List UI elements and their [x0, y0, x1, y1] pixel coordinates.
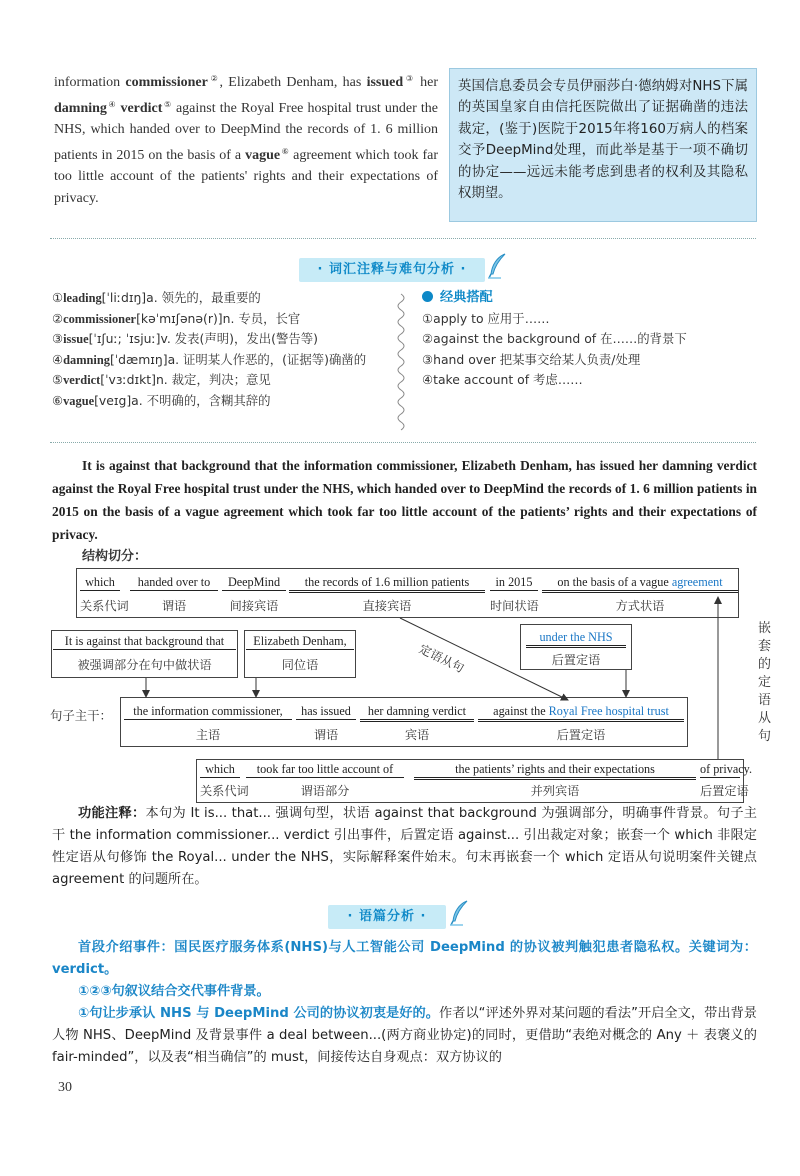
role-label: 后置定语 — [556, 728, 606, 742]
lead-text: against the Royal Free hospital trust under the NHS, which handed over to DeepMind the records of 1. 6 million patients in 2015 on the basis of a — [54, 100, 439, 163]
role-label: 直接宾语 — [362, 599, 412, 613]
vertical-label-nested: 嵌套的定语从句 — [758, 621, 772, 744]
function-notes — [52, 803, 757, 891]
vocab-item: ⑤verdict[ˈvɜːdɪkt]n. 裁定，判决；意见 — [52, 372, 271, 388]
notes-text: 本句为 It is... that... 强调句型，状语 against that background 为强调部分，明确事件背景。句子主干 the information commissioner... verdict 引出事件，后置定语 against... 引出裁定对象；嵌套一个 which 非限定性定语从句修饰 the Royal... under the NHS，实际解释案件始末。句末再嵌套一个 which 定语从句说明案件关键点 agreement 的问题所在。 — [52, 806, 757, 887]
collocation-title: 经典搭配 — [422, 288, 752, 309]
vocab-word: verdict — [120, 100, 163, 116]
analysis-detail: ①句让步承认 NHS 与 DeepMind 公司的协议初衷是好的。作者以“评述外界对某问题的看法”开启全文，带出背景人物 NHS、DeepMind 及背景事件 a deal between...(两方商业协定)的同时，更借助“表绝对概念的 Any ＋ 表褒义的 fair-minded”，以及表“相当确信”的 must，间接传达自身观点：双方协议的 — [52, 1006, 757, 1065]
role-label: 主语 — [195, 728, 221, 742]
footnote-mark: ③ — [404, 74, 415, 83]
seg-against: against the Royal Free hospital trust — [478, 704, 684, 722]
role-label: 同位语 — [281, 658, 319, 672]
role-label: 谓语 — [313, 728, 339, 742]
role-label: 后置定语 — [551, 653, 601, 667]
vocab-item: ①leading[ˈliːdɪŋ]a. 领先的，最重要的 — [52, 290, 261, 305]
analysis-point: ①②③句叙议结合交代事件背景。 — [78, 984, 270, 999]
main-clause-label: 句子主干： — [50, 708, 112, 723]
role-label: 关系代词 — [200, 784, 249, 798]
seg-took: took far too little account of — [246, 762, 404, 778]
lead-text: information — [54, 75, 126, 90]
seg-records: the records of 1.6 million patients — [289, 575, 485, 593]
translation-box: 英国信息委员会专员伊丽莎白·德纳姆对NHS下属的英国皇家自由信托医院做出了证据确凿的违法裁定，(鉴于)医院于2015年将160万病人的档案交予DeepMind处理，而此举是基于一项不确切的协定——远远未能考虑到患者的权利及其隐私权期望。 — [449, 68, 757, 222]
vocab-word: commissioner — [125, 75, 208, 90]
analysis-summary: 首段介绍事件：国民医疗服务体系(NHS)与人工智能公司 DeepMind 的协议被判触犯患者隐私权。关键词为：verdict。 — [52, 940, 757, 977]
role-label: 被强调部分在句中做状语 — [77, 658, 212, 672]
seg-subject: the information commissioner, — [124, 704, 292, 720]
seg-basis: on the basis of a vague agreement — [542, 575, 738, 593]
role-label: 时间状语 — [490, 599, 539, 613]
role-label: 关系代词 — [80, 599, 129, 613]
arrow-label-attributive: 定语从句 — [416, 641, 467, 676]
footnote-mark: ⑤ — [163, 99, 172, 109]
seg-it-is: It is against that background that — [53, 634, 236, 650]
seg-under-nhs: under the NHS — [526, 630, 626, 648]
footnote-mark: ⑥ — [281, 146, 290, 156]
vocab-item: ③issue[ˈɪʃuː; ˈɪsjuː]v. 发表(声明)，发出(警告等) — [52, 331, 319, 347]
vocab-word: issued — [366, 75, 404, 90]
lead-text: , Elizabeth Denham, has — [219, 75, 367, 90]
role-label: 方式状语 — [615, 599, 665, 613]
role-label: 谓语 — [161, 599, 187, 613]
structure-label: 结构切分： — [82, 549, 148, 564]
seg-elizabeth: Elizabeth Denham, — [246, 634, 354, 650]
seg-deepmind: DeepMind — [222, 575, 286, 591]
footnote-mark: ② — [208, 74, 220, 83]
role-label: 宾语 — [404, 728, 430, 742]
vocab-banner: · 词汇注释与难句分析 · — [299, 258, 485, 282]
quill-pen-icon — [449, 900, 469, 926]
seg-handed-over: handed over to — [130, 575, 218, 591]
footnote-mark: ④ — [107, 99, 117, 109]
analysis-banner: · 语篇分析 · — [328, 905, 446, 929]
seg-in-2015: in 2015 — [490, 575, 538, 591]
seg-privacy: of privacy. — [700, 762, 752, 776]
role-label: 后置定语 — [700, 784, 749, 798]
vocab-word: vague — [245, 147, 281, 163]
seg-which-2: which — [200, 762, 240, 778]
seg-object: her damning verdict — [360, 704, 474, 722]
role-label: 间接宾语 — [229, 599, 279, 613]
lead-text: her — [414, 75, 439, 90]
seg-predicate: has issued — [296, 704, 356, 720]
notes-label: 功能注释： — [78, 806, 146, 821]
collocation-item: ①apply to 应用于…… — [422, 310, 550, 326]
vocab-word: damning — [54, 100, 107, 116]
vocab-item: ⑥vague[veɪg]a. 不明确的，含糊其辞的 — [52, 392, 271, 408]
role-label: 谓语部分 — [300, 784, 350, 798]
role-label: 并列宾语 — [530, 784, 580, 798]
collocation-item: ②against the background of 在……的背景下 — [422, 331, 687, 347]
lead-text: agreement which took far too little account of the patients' rights and their expectations of privacy. — [54, 147, 438, 206]
key-sentence: It is against that background that the information commissioner, Elizabeth Denham, has issued her damning verdict against the Royal Free hospital trust under the NHS, which handed over to DeepMind the records of 1. 6 million patients in 2015 on the basis of a vague agreement which took far too little account of the patients’ rights and their expectations of privacy. — [52, 458, 757, 542]
seg-which: which — [80, 575, 120, 591]
page-number: 30 — [58, 1080, 72, 1095]
collocation-item: ③hand over 把某事交给某人负责/处理 — [422, 351, 641, 367]
vocab-item: ②commissioner[kəˈmɪʃənə(r)]n. 专员，长官 — [52, 310, 301, 326]
discourse-analysis — [52, 937, 757, 1069]
seg-patients-rights: the patients’ rights and their expectations — [414, 762, 696, 780]
vocab-item: ④damning[ˈdæmɪŋ]a. 证明某人作恶的，(证据等)确凿的 — [52, 351, 367, 367]
collocation-item: ④take account of 考虑…… — [422, 372, 583, 388]
